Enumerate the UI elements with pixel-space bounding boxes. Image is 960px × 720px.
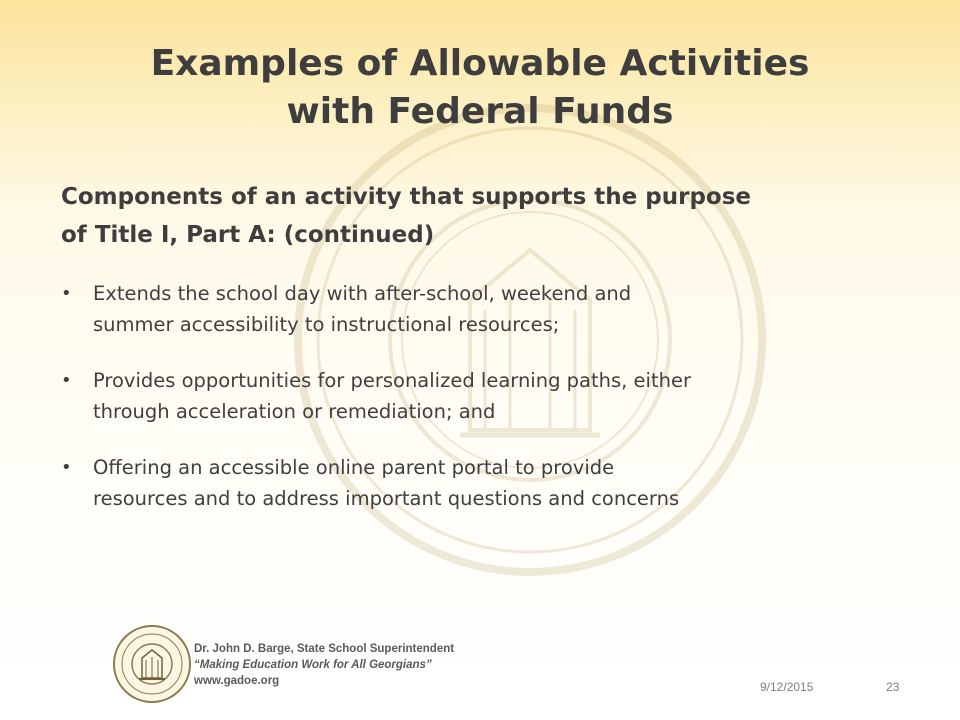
slide-subtitle: [61, 178, 901, 254]
website-link[interactable]: www.gadoe.org: [194, 675, 280, 687]
bullet-dot-icon: •: [61, 370, 72, 391]
superintendent-name: Dr. John D. Barge, State School Superintendent: [194, 643, 455, 655]
bullet-line: summer accessibility to instructional resources;: [93, 313, 560, 336]
footer-text-block: [194, 641, 454, 689]
slide-date: 9/12/2015: [760, 680, 814, 694]
slide-page-number: 23: [886, 680, 900, 694]
bullet-item: [61, 365, 911, 427]
bullet-dot-icon: •: [61, 457, 72, 478]
bullet-line: Offering an accessible online parent portal to provide: [93, 456, 615, 479]
bullet-list: [61, 278, 911, 539]
slide-subtitle-line-2: of Title I, Part A: (continued): [61, 222, 435, 248]
bullet-line: Extends the school day with after-school, weekend and: [93, 282, 632, 305]
department-of-education-seal-icon: [112, 624, 192, 704]
department-motto: “Making Education Work for All Georgians”: [194, 659, 432, 671]
slide-title-line-1: Examples of Allowable Activities: [150, 43, 810, 84]
bullet-dot-icon: •: [61, 283, 72, 304]
bullet-line: Provides opportunities for personalized learning paths, either: [93, 369, 691, 392]
slide-title: [0, 40, 960, 136]
bullet-line: resources and to address important questions and concerns: [93, 487, 680, 510]
bullet-item: [61, 452, 911, 514]
bullet-line: through acceleration or remediation; and: [93, 400, 496, 423]
bullet-item: [61, 278, 911, 340]
slide-subtitle-line-1: Components of an activity that supports the purpose: [61, 184, 751, 210]
slide-title-line-2: with Federal Funds: [286, 91, 674, 132]
